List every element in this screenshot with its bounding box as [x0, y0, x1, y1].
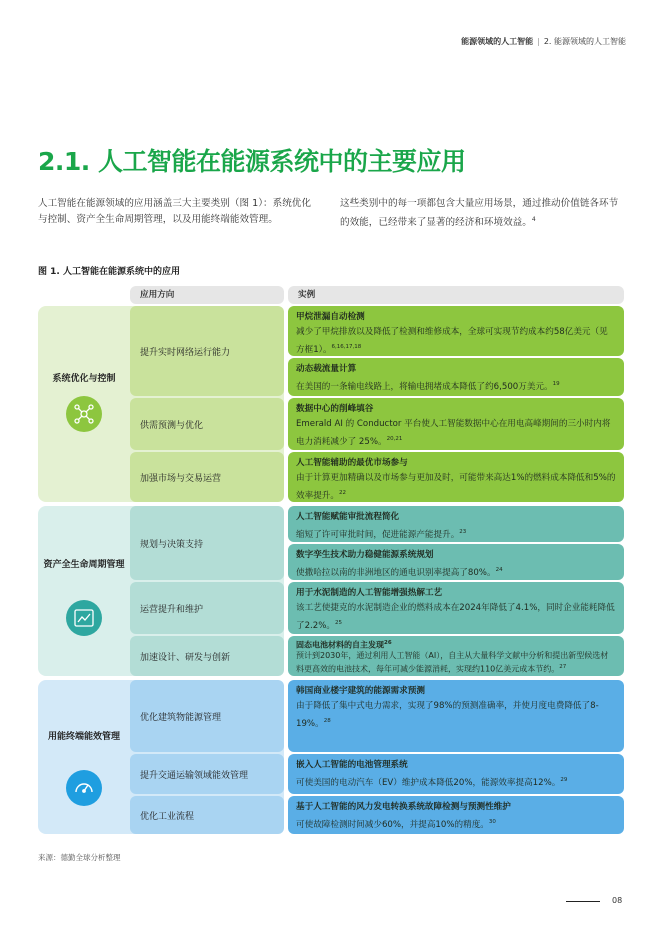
application-item: 运营提升和维护	[130, 582, 284, 634]
example-ref: 6,16,17,18	[331, 344, 362, 350]
example-text: 可使故障检测时间减少60%，并提高10%的精度。	[296, 819, 489, 830]
intro-paragraph-left: 人工智能在能源领域的应用涵盖三大主要类别（图 1）：系统优化与控制、资产全生命周期管理，以及用能终端能效管理。	[38, 198, 311, 225]
example-title: 用于水泥制造的人工智能增强热解工艺	[296, 588, 443, 598]
example-text: 使撒哈拉以南的非洲地区的通电识别率提高了80%。	[296, 567, 496, 578]
example-ref: 24	[495, 567, 503, 573]
application-item: 优化工业流程	[130, 796, 284, 834]
example-item	[288, 754, 624, 794]
running-header	[461, 36, 626, 47]
example-item	[288, 544, 624, 580]
example-text: 由于计算更加精确以及市场参与更加及时，可能带来高达1%的燃料成本降低和5%的效率提升。	[296, 473, 616, 501]
example-text: 在美国的一条输电线路上，将输电拥堵成本降低了约6,500万美元。	[296, 381, 553, 392]
example-item	[288, 452, 624, 502]
example-title: 数据中心的削峰填谷	[296, 404, 374, 414]
example-item	[288, 636, 624, 676]
application-item: 规划与决策支持	[130, 506, 284, 580]
intro-right-ref: 4	[531, 216, 536, 223]
category-label: 用能终端能效管理	[47, 732, 120, 742]
example-title-ref: 26	[384, 640, 392, 646]
example-title: 人工智能赋能审批流程简化	[296, 512, 400, 522]
page-number: 08	[612, 896, 623, 905]
example-ref: 20,21	[386, 436, 403, 442]
example-title: 数字孪生技术助力稳健能源系统规划	[296, 550, 434, 560]
example-ref: 25	[335, 620, 343, 626]
example-title: 动态载流量计算	[296, 364, 357, 374]
figure-title: 图 1. 人工智能在能源系统中的应用	[38, 267, 180, 277]
intro-right-text: 这些类别中的每一项都包含大量应用场景，通过推动价值链各环节的效能，已经带来了显著的经济和环境效益。	[340, 198, 619, 229]
example-text: 预计到2030年，通过利用人工智能（AI），自主从大量科学文献中分析和提出新型候选材料更高效的电池技术，每年可减少能源消耗，实现约110亿美元成本节约。	[296, 651, 609, 674]
example-ref: 19	[552, 381, 560, 387]
example-item	[288, 680, 624, 752]
example-ref: 30	[488, 819, 496, 825]
example-text: 减少了甲烷排放以及降低了检测和维修成本，全球可实现节约成本约58亿美元（见方框1）。	[296, 327, 608, 355]
example-item	[288, 358, 624, 396]
footer-rule	[566, 901, 600, 902]
example-text: 该工艺使捷克的水泥制造企业的燃料成本在2024年降低了4.1%，同时企业能耗降低了2.2%。	[296, 603, 615, 631]
example-title-text: 固态电池材料的自主发现	[296, 640, 384, 650]
application-item: 加强市场与交易运营	[130, 452, 284, 502]
example-title: 韩国商业楼宇建筑的能源需求预测	[296, 686, 425, 696]
example-text: 由于降低了集中式电力需求，实现了98%的预测准确率，并使月度电费降低了8-19%。	[296, 701, 599, 729]
application-item: 提升实时网络运行能力	[130, 306, 284, 396]
application-item: 加速设计、研发与创新	[130, 636, 284, 676]
application-item: 供需预测与优化	[130, 398, 284, 450]
example-item	[288, 506, 624, 542]
gauge-icon	[66, 770, 102, 806]
example-title	[296, 638, 616, 651]
example-text: 缩短了许可审批时间，促进能源产能提升。	[296, 529, 460, 540]
column-header-application: 应用方向	[130, 286, 284, 304]
intro-paragraph-right	[340, 196, 626, 231]
example-ref: 28	[323, 718, 331, 724]
example-title: 基于人工智能的风力发电转换系统故障检测与预测性维护	[296, 802, 511, 812]
growth-chart-icon	[66, 600, 102, 636]
example-item	[288, 398, 624, 450]
header-separator: |	[537, 37, 540, 46]
category-label: 资产全生命周期管理	[43, 560, 125, 570]
application-item: 优化建筑物能源管理	[130, 680, 284, 752]
example-text: 可使美国的电动汽车（EV）维护成本降低20%，能源效率提高12%。	[296, 777, 561, 788]
example-item	[288, 582, 624, 634]
column-header-example: 实例	[288, 286, 624, 304]
example-ref: 27	[559, 663, 567, 670]
application-item: 提升交通运输领域能效管理	[130, 754, 284, 794]
example-item	[288, 796, 624, 834]
figure-source: 来源：德勤全球分析整理	[38, 853, 121, 862]
example-ref: 22	[338, 490, 346, 496]
example-title: 甲烷泄漏自动检测	[296, 312, 365, 322]
category-label: 系统优化与控制	[52, 374, 116, 384]
example-ref: 29	[560, 777, 568, 783]
header-chapter: 2. 能源领域的人工智能	[543, 37, 626, 46]
example-title: 嵌入人工智能的电池管理系统	[296, 760, 408, 770]
example-ref: 23	[459, 529, 467, 535]
example-text: Emerald AI 的 Conductor 平台使人工智能数据中心在用电高峰期间的三小时内将电力消耗减少了 25%。	[296, 419, 611, 447]
header-section: 能源领域的人工智能	[461, 37, 534, 46]
example-item	[288, 306, 624, 356]
page-title: 2.1. 人工智能在能源系统中的主要应用	[38, 147, 466, 176]
example-title: 人工智能辅助的最优市场参与	[296, 458, 408, 468]
applications-table	[38, 286, 624, 834]
network-icon	[66, 396, 102, 432]
